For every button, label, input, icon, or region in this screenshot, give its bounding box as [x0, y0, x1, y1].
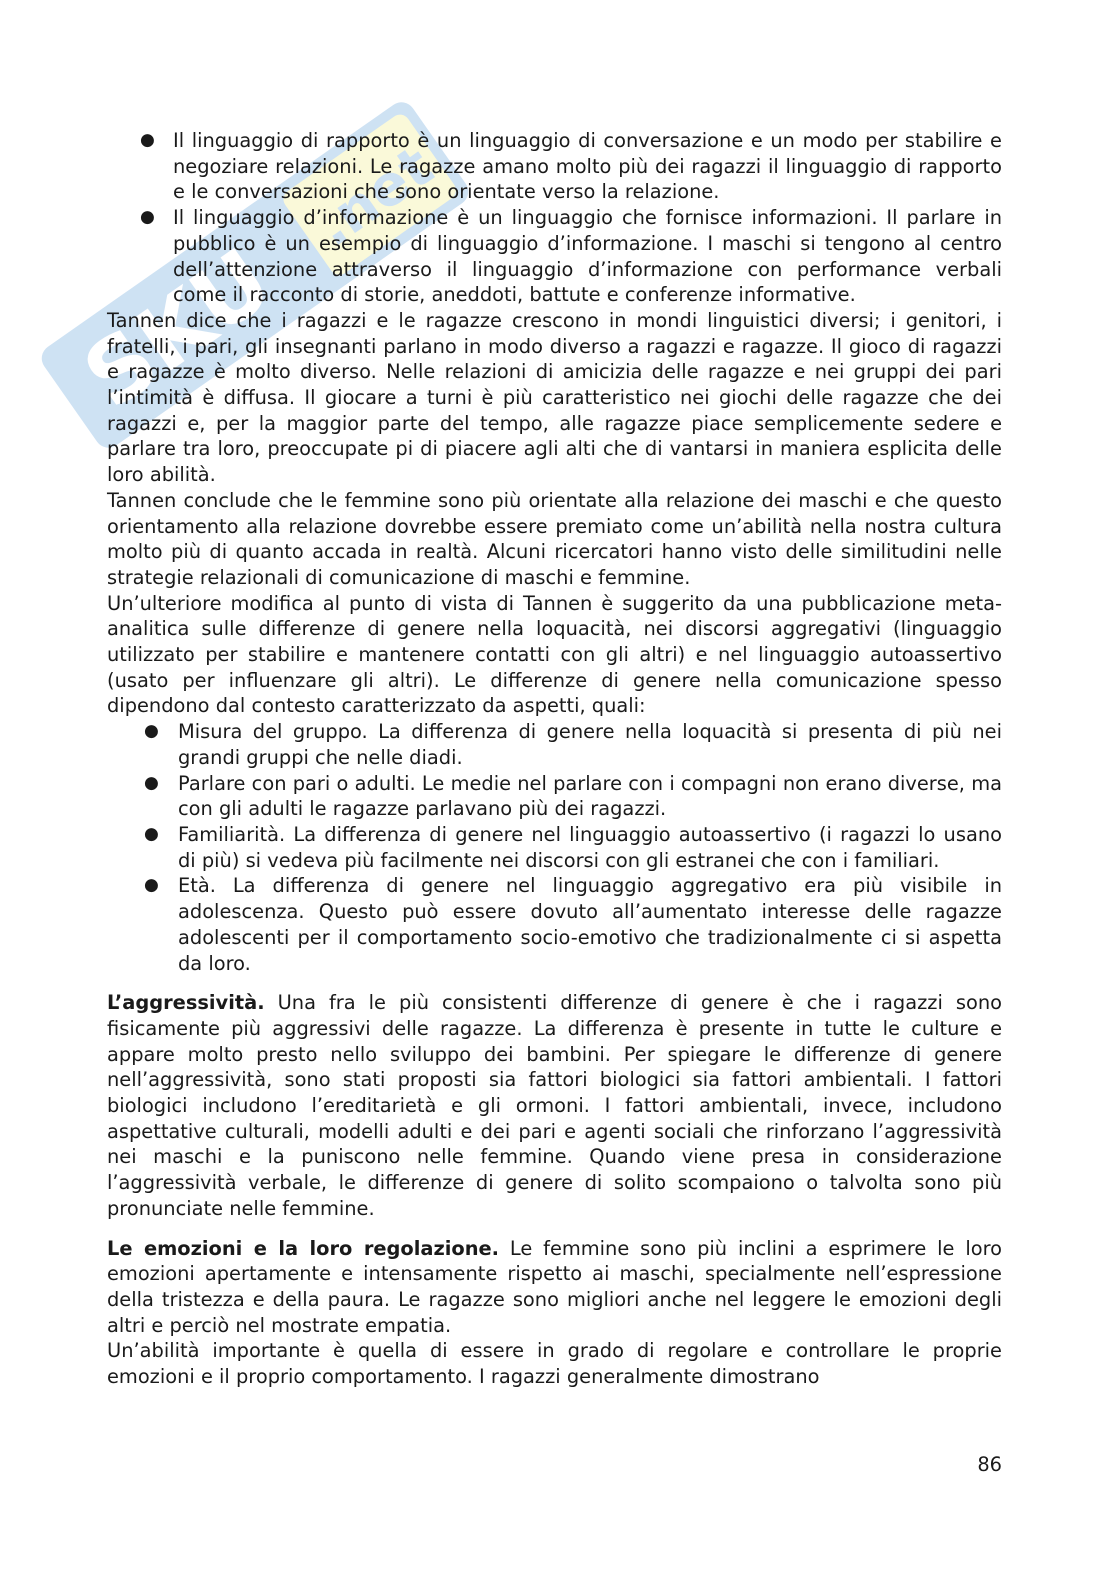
bullet-icon: ● [144, 875, 159, 896]
svg-text:SKU: SKU [65, 228, 290, 429]
emotions-heading: Le emozioni e la loro regolazione. [107, 1236, 500, 1260]
paragraph: Tannen conclude che le femmine sono più orientate alla relazione dei maschi e che questo orientamento alla relazione dovrebbe essere premiato come un’abilità nella nostra cultura molto più di quanto accada in realtà. Alcuni ricercatori hanno visto delle similitudini nelle strategie relazionali di comunicazione di maschi e femmine. [107, 488, 1002, 589]
context-aspects-list [107, 719, 1002, 976]
list-item: ● Il linguaggio di rapporto è un linguaggio di conversazione e un modo per stabilire e negoziare relazioni. Le ragazze amano molto più dei ragazzi il linguaggio di rapporto e le conversazioni che sono orientate verso la relazione. [140, 129, 1002, 204]
bullet-icon: ● [144, 772, 159, 793]
paragraph: Un’ulteriore modifica al punto di vista di Tannen è suggerito da una pubblicazione meta-analitica sulle differenze di genere nella loquacità, nei discorsi aggregativi (linguaggio utilizzato per stabilire e mantenere contatti con gli altri) e nel linguaggio autoassertivo (usato per influenzare gli altri). Le differenze di genere nella comunicazione spesso dipendono dal contesto caratterizzato da aspetti, quali: [107, 591, 1002, 718]
bullet-icon: ● [144, 721, 159, 742]
bullet-icon: ● [144, 823, 159, 844]
list-item: ● Parlare con pari o adulti. Le medie nel parlare con i compagni non erano diverse, ma con gli adulti le ragazze parlavano più dei ragazzi. [144, 771, 1002, 821]
bullet-icon: ● [140, 130, 155, 150]
paragraph: Tannen dice che i ragazzi e le ragazze crescono in mondi linguistici diversi; i genitori, i fratelli, i pari, gli insegnanti parlano in modo diverso a ragazzi e ragazze. Il gioco di ragazzi e ragazze è molto diverso. Nelle relazioni di amicizia delle ragazze e nei gruppi dei pari l’intimità è diffusa. Il giocare a turni è più caratteristico nei giochi delle ragazze che dei ragazzi e, per la maggior parte del tempo, alle ragazze piace semplicemente sedere e parlare tra loro, preoccupate pi di piacere agli alti che di vantarsi in maniera esplicita delle loro abilità. [107, 308, 1002, 487]
list-item: ● Età. La differenza di genere nel linguaggio aggregativo era più visibile in adolescenza. Questo può essere dovuto all’aumentato interesse delle ragazze adolescenti per il comportamento socio-emotivo che tradizionalmente ci si aspetta da loro. [144, 874, 1002, 975]
emotions-paragraph: Le emozioni e la loro regolazione. Le femmine sono più inclini a esprimere le loro emozioni apertamente e intensamente rispetto ai maschi, specialmente nell’espressione della tristezza e della paura. Le ragazze sono migliori anche nel leggere le emozioni degli altri e perciò nel mostrate empatia. [107, 1236, 1002, 1337]
list-item: ● Misura del gruppo. La differenza di genere nella loquacità si presenta di più nei grandi gruppi che nelle diadi. [144, 720, 1002, 769]
svg-text:.net: .net [304, 133, 445, 260]
paragraph: Un’abilità importante è quella di essere in grado di regolare e controllare le proprie emozioni e il proprio comportamento. I ragazzi generalmente dimostrano [107, 1339, 1002, 1389]
list-item: ● Il linguaggio d’informazione è un linguaggio che fornisce informazioni. Il parlare in pubblico è un esempio di linguaggio d’informazione. I maschi si tengono al centro dell’attenzione attraverso il linguaggio d’informazione con performance verbali come il racconto di storie, aneddoti, battute e conferenze informative. [140, 206, 1002, 307]
list-item: ● Familiarità. La differenza di genere nel linguaggio autoassertivo (i ragazzi lo usano di più) si vedeva più facilmente nei discorsi con gli estranei che con i familiari. [144, 822, 1002, 872]
aggressivity-heading: L’aggressività. [107, 991, 265, 1015]
bullet-icon: ● [140, 207, 155, 228]
document-page [107, 128, 1002, 1390]
page-number: 86 [977, 1453, 1002, 1476]
aggressivity-paragraph: L’aggressività. Una fra le più consistenti differenze di genere è che i ragazzi sono fisicamente più aggressivi delle ragazze. La differenza è presente in tutte le culture e appare molto presto nello sviluppo dei bambini. Per spiegare le differenze di genere nell’aggressività, sono stati proposti sia fattori biologici sia fattori ambientali. I fattori biologici includono l’ereditarietà e gli ormoni. I fattori ambientali, invece, includono aspettative culturali, modelli adulti e dei pari e agenti sociali che rinforzano l’aggressività nei maschi e la puniscono nelle femmine. Quando viene presa in considerazione l’aggressività verbale, le differenze di genere di solito scompaiono o talvolta sono più pronunciate nelle femmine. [107, 991, 1002, 1220]
relationship-language-list [107, 128, 1002, 308]
